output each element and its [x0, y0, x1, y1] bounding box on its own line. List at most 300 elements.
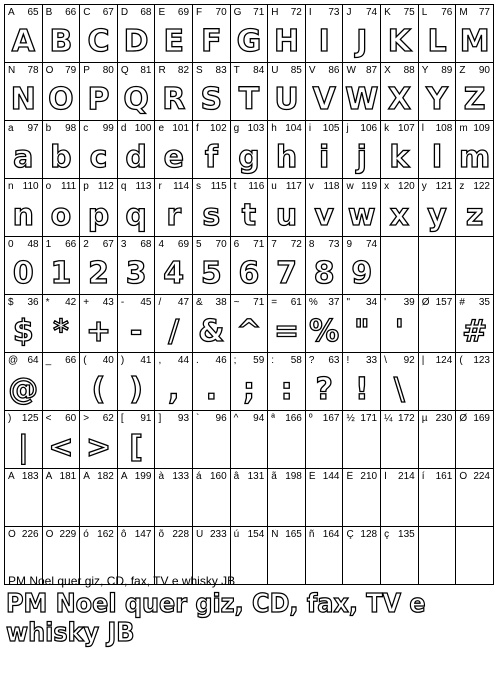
glyph-preview: [306, 488, 343, 524]
cell-character: Y: [421, 65, 429, 76]
cell-label: [268, 297, 305, 311]
cell-character: H: [271, 7, 279, 18]
cell-code: 73: [328, 7, 340, 18]
cell-character: J: [346, 7, 352, 18]
glyph-preview: p: [87, 198, 110, 233]
glyph-cell: [418, 295, 456, 353]
glyph-preview: [193, 430, 230, 466]
glyph-preview: [268, 430, 305, 466]
cell-character: Ç: [346, 529, 354, 540]
glyph-cell: [381, 121, 419, 179]
cell-label: [456, 413, 493, 427]
glyph-cell: [42, 63, 80, 121]
glyph-preview: \: [393, 372, 405, 407]
glyph-cell: [305, 121, 343, 179]
glyph-preview: [306, 430, 343, 466]
cell-code: 121: [435, 181, 453, 192]
cell-label: [268, 355, 305, 369]
cell-label: [306, 471, 343, 485]
cell-label: [268, 529, 305, 543]
cell-label: [193, 7, 230, 21]
cell-character: s: [196, 181, 202, 192]
cell-label: [118, 181, 155, 195]
glyph-cell: [117, 63, 155, 121]
glyph-cell: [268, 469, 306, 527]
cell-character: Ø: [459, 413, 468, 424]
cell-code: 119: [361, 181, 378, 192]
glyph-cell: [230, 63, 268, 121]
glyph-preview: v: [314, 198, 334, 233]
cell-label: [343, 181, 380, 195]
glyph-preview: P: [87, 82, 110, 117]
cell-code: 135: [398, 529, 415, 540]
cell-label: [381, 529, 418, 543]
glyph-cell: [456, 179, 494, 237]
glyph-cell: [456, 63, 494, 121]
cell-code: 107: [398, 123, 415, 134]
glyph-preview: [43, 488, 80, 524]
glyph-cell: [343, 353, 381, 411]
cell-code: 63: [328, 355, 340, 366]
glyph-cell: [343, 527, 381, 585]
glyph-cell: [456, 411, 494, 469]
glyph-cell: [381, 237, 419, 295]
cell-character: q: [120, 181, 127, 192]
cell-code: 120: [398, 181, 415, 192]
cell-character: P: [83, 65, 90, 76]
glyph-cell: [305, 237, 343, 295]
glyph-preview: W: [345, 82, 379, 117]
cell-label: [343, 239, 380, 253]
cell-character: #: [459, 297, 465, 308]
cell-character: z: [459, 181, 465, 192]
glyph-preview: s: [202, 198, 221, 233]
glyph-cell: [117, 5, 155, 63]
cell-label: [5, 65, 42, 79]
cell-code: 58: [290, 355, 302, 366]
cell-label: [456, 123, 493, 137]
cell-label: [231, 471, 268, 485]
cell-label: [118, 123, 155, 137]
cell-code: 78: [27, 65, 39, 76]
glyph-preview: -: [129, 314, 143, 349]
glyph-cell: [117, 411, 155, 469]
cell-code: 199: [134, 471, 152, 482]
glyph-cell: [5, 121, 43, 179]
glyph-cell: [80, 469, 118, 527]
cell-label: [419, 355, 456, 369]
cell-label: [381, 471, 418, 485]
cell-label: [193, 65, 230, 79]
glyph-preview: e: [163, 140, 184, 175]
cell-label: [456, 297, 493, 311]
cell-label: [43, 297, 80, 311]
glyph-cell: [268, 295, 306, 353]
cell-code: 115: [210, 181, 227, 192]
cell-label: [5, 297, 42, 311]
glyph-cell: [456, 353, 494, 411]
glyph-cell: [155, 295, 193, 353]
glyph-preview: F: [201, 24, 222, 59]
cell-character: â: [233, 471, 240, 482]
glyph-cell: [456, 469, 494, 527]
glyph-cell: [155, 353, 193, 411]
cell-character: Ø: [421, 297, 430, 308]
cell-code: 101: [172, 123, 190, 134]
glyph-preview: =: [274, 314, 300, 349]
glyph-preview: X: [387, 82, 411, 117]
glyph-preview: [381, 488, 418, 524]
glyph-cell: [418, 527, 456, 585]
glyph-preview: K: [387, 24, 412, 59]
cell-label: [343, 529, 380, 543]
cell-label: [456, 65, 493, 79]
cell-character: <: [45, 413, 52, 424]
cell-code: 131: [247, 471, 265, 482]
glyph-cell: [5, 469, 43, 527]
cell-code: 116: [248, 181, 265, 192]
cell-code: 233: [209, 529, 227, 540]
glyph-preview: U: [274, 82, 299, 117]
glyph-cell: [456, 527, 494, 585]
glyph-cell: [193, 469, 231, 527]
cell-character: r: [158, 181, 162, 192]
glyph-preview: [456, 430, 493, 466]
cell-character: ): [120, 355, 125, 366]
cell-character: t: [233, 181, 237, 192]
cell-character: v: [308, 181, 314, 192]
cell-label: [306, 65, 343, 79]
glyph-preview: [118, 488, 155, 524]
glyph-preview: o: [50, 198, 72, 233]
glyph-cell: [117, 353, 155, 411]
glyph-cell: [193, 353, 231, 411]
glyph-preview: ^: [236, 314, 262, 349]
cell-character: /: [158, 297, 162, 308]
glyph-cell: [80, 237, 118, 295]
glyph-cell: [418, 121, 456, 179]
cell-code: 162: [97, 529, 114, 540]
cell-label: [118, 65, 155, 79]
cell-label: [343, 471, 380, 485]
cell-character: ã: [271, 471, 277, 482]
glyph-cell: [155, 237, 193, 295]
glyph-cell: [381, 469, 419, 527]
cell-code: 36: [27, 297, 39, 308]
cell-code: 128: [360, 529, 378, 540]
cell-label: [155, 529, 192, 543]
cell-label: [80, 413, 117, 427]
cell-code: 33: [365, 355, 378, 366]
cell-character: í: [421, 471, 425, 482]
glyph-cell: [343, 179, 381, 237]
glyph-preview: %: [309, 314, 340, 349]
cell-label: [43, 65, 80, 79]
cell-character: V: [308, 65, 316, 76]
glyph-cell: [343, 5, 381, 63]
glyph-cell: [80, 411, 118, 469]
cell-label: [306, 7, 343, 21]
cell-label: [306, 239, 343, 253]
glyph-cell: [418, 63, 456, 121]
cell-code: 83: [215, 65, 227, 76]
glyph-cell: [343, 411, 381, 469]
cell-character: O: [45, 65, 54, 76]
cell-code: 111: [61, 181, 77, 192]
cell-code: 82: [177, 65, 190, 76]
glyph-cell: [42, 353, 80, 411]
glyph-preview: [419, 488, 456, 524]
cell-code: 37: [328, 297, 340, 308]
cell-character: Õ: [45, 529, 54, 540]
glyph-preview: [155, 488, 192, 524]
cell-character: ½: [346, 413, 355, 424]
glyph-preview: 2: [88, 256, 109, 291]
glyph-cell: [343, 63, 381, 121]
glyph-cell: [117, 295, 155, 353]
cell-character: %: [308, 297, 318, 308]
cell-label: [80, 239, 117, 253]
glyph-cell: [193, 237, 231, 295]
glyph-preview: [306, 546, 343, 582]
glyph-cell: [230, 237, 268, 295]
cell-code: 91: [140, 413, 152, 424]
cell-label: [268, 471, 305, 485]
glyph-preview: #: [462, 314, 488, 349]
cell-code: 81: [140, 65, 152, 76]
cell-label: [419, 7, 456, 21]
glyph-cell: [42, 469, 80, 527]
cell-code: 210: [360, 471, 378, 482]
glyph-preview: ,: [168, 372, 180, 407]
cell-code: 108: [435, 123, 453, 134]
cell-code: 77: [478, 7, 490, 18]
glyph-preview: 1: [50, 256, 72, 291]
cell-character: &: [196, 297, 203, 308]
cell-character: i: [308, 123, 312, 134]
glyph-preview: [419, 430, 456, 466]
cell-label: [5, 355, 42, 369]
cell-character: o: [45, 181, 52, 192]
cell-code: 164: [322, 529, 340, 540]
cell-character: .: [196, 355, 199, 366]
cell-character: º: [308, 413, 313, 424]
glyph-preview: w: [347, 198, 376, 233]
glyph-cell: [381, 411, 419, 469]
cell-label: [343, 7, 380, 21]
glyph-cell: [5, 295, 43, 353]
glyph-cell: [456, 5, 494, 63]
glyph-preview: b: [50, 140, 72, 175]
glyph-cell: [230, 353, 268, 411]
glyph-row: [5, 121, 494, 179]
cell-code: 66: [65, 7, 77, 18]
cell-character: ¼: [384, 413, 393, 424]
glyph-cell: [230, 121, 268, 179]
glyph-preview: [381, 430, 418, 466]
cell-code: 74: [365, 7, 378, 18]
glyph-preview: z: [465, 198, 484, 233]
cell-character: n: [8, 181, 14, 192]
glyph-preview: |: [17, 430, 29, 465]
cell-code: 181: [59, 471, 77, 482]
glyph-cell: [456, 121, 494, 179]
cell-code: 113: [135, 181, 152, 192]
cell-character: Á: [45, 471, 53, 482]
cell-character: T: [233, 65, 240, 76]
glyph-cell: [305, 353, 343, 411]
cell-label: [456, 181, 493, 195]
cell-code: 73: [328, 239, 340, 250]
glyph-cell: [343, 237, 381, 295]
glyph-cell: [343, 295, 381, 353]
glyph-preview: k: [389, 140, 410, 175]
cell-label: [193, 529, 230, 543]
cell-character: N: [8, 65, 16, 76]
glyph-cell: [155, 179, 193, 237]
cell-label: [456, 355, 493, 369]
cell-character: ": [346, 297, 351, 308]
cell-character: $: [8, 297, 14, 308]
cell-code: 87: [365, 65, 378, 76]
glyph-cell: [456, 295, 494, 353]
cell-character: Z: [459, 65, 466, 76]
cell-character: e: [158, 123, 164, 134]
glyph-row: [5, 63, 494, 121]
cell-label: [419, 413, 456, 427]
cell-label: [80, 65, 117, 79]
glyph-preview: x: [389, 198, 410, 233]
glyph-preview: [456, 488, 493, 524]
cell-label: [43, 471, 80, 485]
cell-label: [155, 413, 192, 427]
cell-code: 214: [398, 471, 415, 482]
glyph-row: [5, 353, 494, 411]
glyph-cell: [5, 353, 43, 411]
cell-character: >: [83, 413, 90, 424]
cell-character: ª: [271, 413, 275, 424]
glyph-cell: [193, 295, 231, 353]
cell-character: \: [384, 355, 387, 366]
glyph-cell: [418, 411, 456, 469]
cell-character: d: [120, 123, 127, 134]
cell-code: 228: [172, 529, 190, 540]
glyph-preview: [268, 488, 305, 524]
glyph-preview: c: [89, 140, 108, 175]
cell-character: W: [346, 65, 356, 76]
cell-character: c: [83, 123, 89, 134]
cell-label: [155, 123, 192, 137]
cell-code: 94: [253, 413, 265, 424]
cell-code: 39: [403, 297, 415, 308]
glyph-cell: [80, 63, 118, 121]
glyph-preview: G: [236, 24, 262, 59]
cell-code: 90: [478, 65, 490, 76]
glyph-cell: [305, 527, 343, 585]
glyph-cell: [42, 5, 80, 63]
cell-character: ;: [233, 355, 237, 366]
glyph-cell: [418, 5, 456, 63]
cell-code: 92: [403, 355, 415, 366]
cell-character: 4: [158, 239, 164, 250]
cell-code: 93: [177, 413, 190, 424]
cell-character: à: [158, 471, 164, 482]
cell-character: K: [384, 7, 391, 18]
cell-code: 65: [27, 7, 39, 18]
glyph-preview: B: [49, 24, 73, 59]
glyph-preview: y: [427, 198, 447, 233]
cell-code: 60: [65, 413, 77, 424]
glyph-preview: +: [85, 314, 112, 349]
cell-label: [80, 123, 117, 137]
cell-character: g: [233, 123, 240, 134]
glyph-cell: [381, 179, 419, 237]
cell-character: |: [421, 355, 425, 366]
cell-label: [5, 529, 42, 543]
glyph-preview: N: [10, 82, 36, 117]
glyph-row: [5, 237, 494, 295]
cell-character: µ: [421, 413, 428, 424]
glyph-cell: [80, 353, 118, 411]
cell-label: [231, 65, 268, 79]
glyph-preview: 9: [351, 256, 373, 291]
cell-label: [43, 239, 80, 253]
cell-character: 6: [233, 239, 240, 250]
cell-code: 182: [97, 471, 114, 482]
cell-code: 147: [134, 529, 152, 540]
cell-code: 85: [290, 65, 302, 76]
cell-code: 198: [285, 471, 302, 482]
cell-character: Ê: [346, 471, 354, 482]
cell-character: Ô: [8, 529, 16, 540]
cell-code: 68: [140, 7, 152, 18]
cell-label: [231, 123, 268, 137]
cell-code: 172: [398, 413, 415, 424]
cell-code: 118: [323, 181, 340, 192]
cell-code: 38: [215, 297, 227, 308]
cell-label: [155, 471, 192, 485]
cell-label: [381, 239, 418, 253]
cell-label: [268, 413, 305, 427]
glyph-preview: &: [198, 314, 225, 349]
cell-character: m: [459, 123, 468, 134]
cell-code: 47: [177, 297, 190, 308]
cell-label: [381, 413, 418, 427]
cell-code: 46: [215, 355, 227, 366]
glyph-cell: [117, 121, 155, 179]
cell-character: [: [120, 413, 124, 424]
cell-label: [155, 7, 192, 21]
cell-label: [118, 413, 155, 427]
glyph-cell: [42, 295, 80, 353]
cell-label: [306, 297, 343, 311]
glyph-preview: [343, 488, 380, 524]
glyph-preview: Q: [123, 82, 149, 117]
glyph-preview: [43, 372, 80, 408]
cell-label: [5, 123, 42, 137]
cell-code: 154: [247, 529, 265, 540]
glyph-preview: [456, 546, 493, 582]
cell-character: A: [8, 7, 15, 18]
cell-label: [193, 413, 230, 427]
cell-code: 124: [435, 355, 453, 366]
glyph-preview: >: [85, 430, 112, 465]
glyph-preview: @: [8, 372, 39, 407]
cell-character: k: [384, 123, 390, 134]
cell-character: Ã: [120, 471, 128, 482]
glyph-preview: L: [427, 24, 447, 59]
cell-code: 35: [478, 297, 490, 308]
